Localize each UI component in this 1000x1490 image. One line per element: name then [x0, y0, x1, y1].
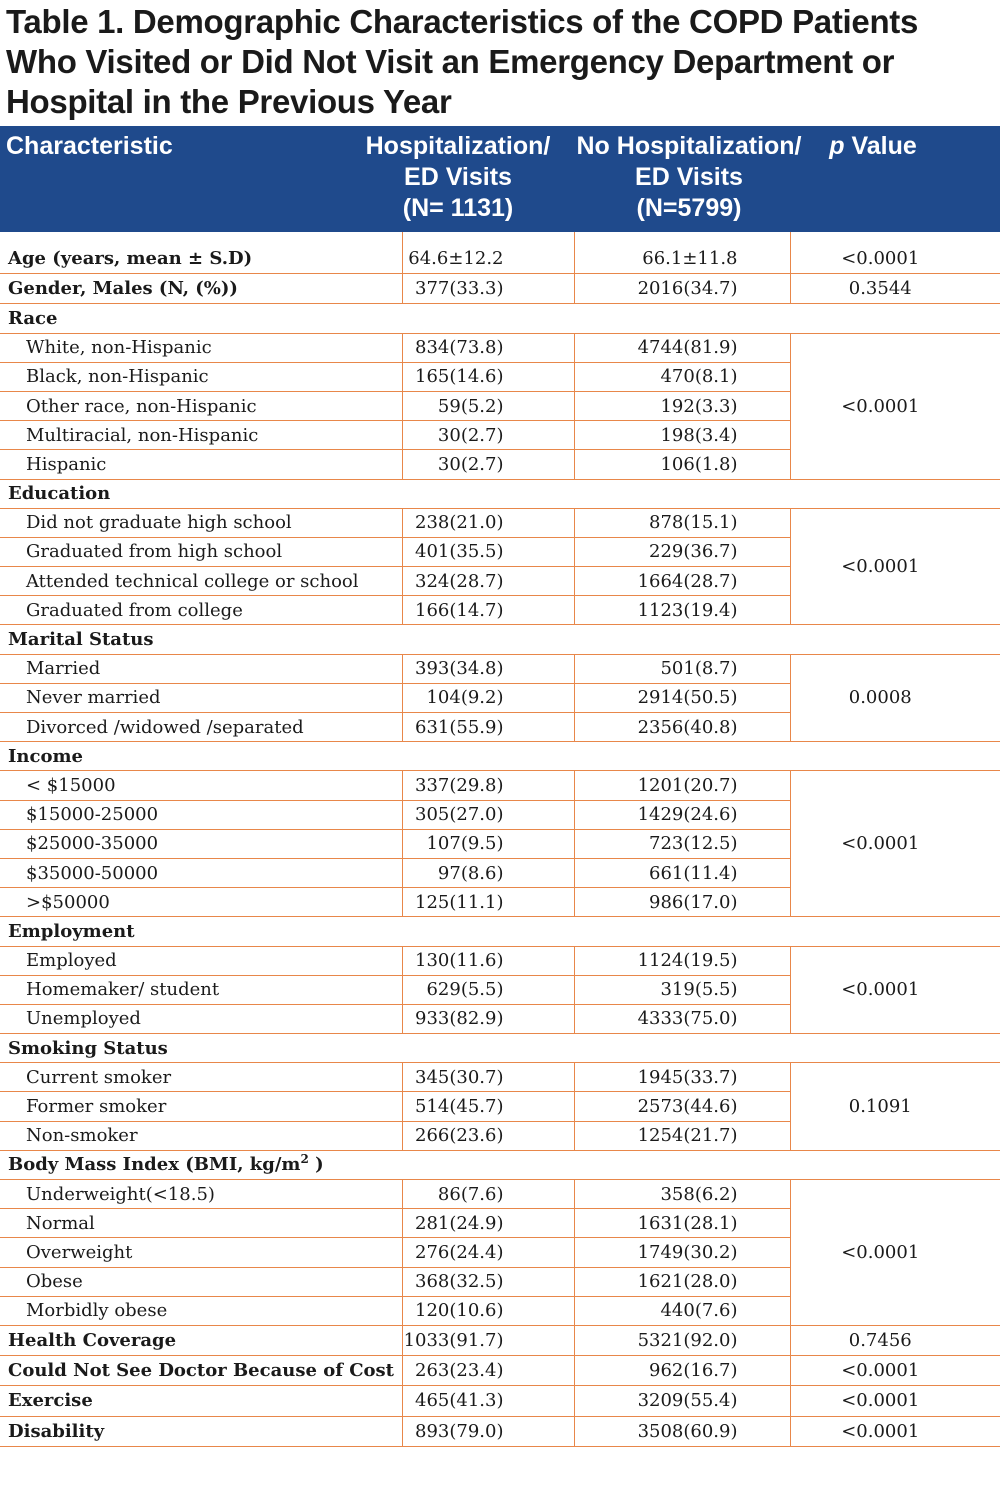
cell-nohosp: 1123(19.4) — [574, 596, 790, 625]
row-label: Hispanic — [0, 450, 402, 479]
cell-nohosp: 986(17.0) — [574, 888, 790, 917]
cell-nohosp: 1201(20.7) — [574, 771, 790, 800]
cell-nohosp: 1124(19.5) — [574, 946, 790, 975]
row-label: Underweight(<18.5) — [0, 1180, 402, 1209]
cell-hosp: 368(32.5) — [402, 1267, 574, 1296]
cell-p: <0.0001 — [790, 1180, 1000, 1326]
cell-nohosp: 1429(24.6) — [574, 800, 790, 829]
cell-nohosp: 1254(21.7) — [574, 1121, 790, 1150]
header-p-italic: p — [829, 132, 845, 160]
row-label: Morbidly obese — [0, 1296, 402, 1325]
cell-hosp: 276(24.4) — [402, 1238, 574, 1267]
cell-hosp: 377(33.3) — [402, 274, 574, 304]
table-row-cost — [0, 1356, 1000, 1386]
section-row-income — [0, 742, 1000, 771]
cell-hosp: 130(11.6) — [402, 946, 574, 975]
cell-hosp: 281(24.9) — [402, 1209, 574, 1238]
cell-nohosp: 198(3.4) — [574, 421, 790, 450]
cell-nohosp: 5321(92.0) — [574, 1325, 790, 1355]
row-label: Married — [0, 654, 402, 683]
cell-hosp: 125(11.1) — [402, 888, 574, 917]
section-row-employment — [0, 917, 1000, 946]
data-table — [0, 232, 1000, 1447]
section-label — [0, 1150, 1000, 1179]
table-row — [0, 1063, 1000, 1092]
cell-nohosp: 4744(81.9) — [574, 333, 790, 362]
header-no-hospitalization — [566, 131, 812, 224]
row-label: Unemployed — [0, 1004, 402, 1033]
row-label: $15000-25000 — [0, 800, 402, 829]
cell-nohosp: 2573(44.6) — [574, 1092, 790, 1121]
header-characteristic: Characteristic — [6, 132, 173, 160]
cell-p: <0.0001 — [790, 1386, 1000, 1416]
row-label: $35000-50000 — [0, 858, 402, 887]
cell-nohosp: 2356(40.8) — [574, 713, 790, 742]
table-row — [0, 654, 1000, 683]
row-label: Attended technical college or school — [0, 567, 402, 596]
row-label: Age (years, mean ± S.D) — [0, 244, 402, 274]
table-row — [0, 508, 1000, 537]
table-spacer-row — [0, 232, 1000, 244]
table-row-age — [0, 244, 1000, 274]
cell-hosp: 324(28.7) — [402, 567, 574, 596]
cell-hosp: 305(27.0) — [402, 800, 574, 829]
cell-nohosp: 66.1±11.8 — [574, 244, 790, 274]
row-label: $25000-35000 — [0, 829, 402, 858]
cell-nohosp: 440(7.6) — [574, 1296, 790, 1325]
row-label: Other race, non-Hispanic — [0, 391, 402, 420]
cell-nohosp: 723(12.5) — [574, 829, 790, 858]
cell-hosp: 266(23.6) — [402, 1121, 574, 1150]
header-nohosp-line1: No Hospitalization/ — [576, 132, 802, 160]
cell-nohosp: 470(8.1) — [574, 362, 790, 391]
cell-p: <0.0001 — [790, 333, 1000, 479]
cell-nohosp: 2914(50.5) — [574, 683, 790, 712]
cell-hosp: 393(34.8) — [402, 654, 574, 683]
cell-nohosp: 319(5.5) — [574, 975, 790, 1004]
table-row — [0, 946, 1000, 975]
section-label: Race — [0, 304, 1000, 333]
cell-hosp: 629(5.5) — [402, 975, 574, 1004]
row-label: Never married — [0, 683, 402, 712]
cell-p: 0.0008 — [790, 654, 1000, 742]
cell-nohosp: 878(15.1) — [574, 508, 790, 537]
cell-nohosp: 358(6.2) — [574, 1180, 790, 1209]
cell-hosp: 120(10.6) — [402, 1296, 574, 1325]
header-p-rest: Value — [844, 132, 917, 160]
cell-nohosp: 1749(30.2) — [574, 1238, 790, 1267]
row-label: Black, non-Hispanic — [0, 362, 402, 391]
table-row-coverage — [0, 1325, 1000, 1355]
cell-hosp: 834(73.8) — [402, 333, 574, 362]
row-label: Could Not See Doctor Because of Cost — [0, 1356, 402, 1386]
cell-nohosp: 2016(34.7) — [574, 274, 790, 304]
cell-nohosp: 1945(33.7) — [574, 1063, 790, 1092]
cell-nohosp: 3508(60.9) — [574, 1416, 790, 1446]
table-row-gender — [0, 274, 1000, 304]
table-row — [0, 771, 1000, 800]
cell-hosp: 893(79.0) — [402, 1416, 574, 1446]
cell-p: 0.7456 — [790, 1325, 1000, 1355]
row-label: Exercise — [0, 1386, 402, 1416]
cell-hosp: 465(41.3) — [402, 1386, 574, 1416]
cell-hosp: 337(29.8) — [402, 771, 574, 800]
cell-hosp: 238(21.0) — [402, 508, 574, 537]
cell-hosp: 107(9.5) — [402, 829, 574, 858]
section-row-education — [0, 479, 1000, 508]
cell-nohosp: 3209(55.4) — [574, 1386, 790, 1416]
row-label: < $15000 — [0, 771, 402, 800]
cell-nohosp: 501(8.7) — [574, 654, 790, 683]
cell-nohosp: 1664(28.7) — [574, 567, 790, 596]
cell-p: <0.0001 — [790, 508, 1000, 625]
section-label-suffix: ) — [308, 1154, 324, 1176]
row-label: Homemaker/ student — [0, 975, 402, 1004]
row-label: White, non-Hispanic — [0, 333, 402, 362]
cell-nohosp: 1621(28.0) — [574, 1267, 790, 1296]
row-label: Former smoker — [0, 1092, 402, 1121]
cell-hosp: 345(30.7) — [402, 1063, 574, 1092]
cell-nohosp: 661(11.4) — [574, 858, 790, 887]
cell-p: <0.0001 — [790, 1416, 1000, 1446]
row-label: Normal — [0, 1209, 402, 1238]
cell-nohosp: 962(16.7) — [574, 1356, 790, 1386]
table-title: Table 1. Demographic Characteristics of the COPD Patients Who Visited or Did Not Visit an Emergency Department or Hospital in the Previous Year — [6, 3, 919, 120]
table-header — [0, 126, 1000, 232]
cell-nohosp: 1631(28.1) — [574, 1209, 790, 1238]
header-nohosp-line3: (N=5799) — [636, 194, 742, 222]
section-label: Income — [0, 742, 1000, 771]
row-label: Multiracial, non-Hispanic — [0, 421, 402, 450]
section-label: Smoking Status — [0, 1034, 1000, 1063]
header-p-value — [818, 131, 928, 162]
cell-p: <0.0001 — [790, 946, 1000, 1034]
row-label: Non-smoker — [0, 1121, 402, 1150]
row-label: >$50000 — [0, 888, 402, 917]
cell-hosp: 401(35.5) — [402, 537, 574, 566]
row-label: Gender, Males (N, (%)) — [0, 274, 402, 304]
cell-p: 0.1091 — [790, 1063, 1000, 1151]
section-label: Marital Status — [0, 625, 1000, 654]
cell-nohosp: 106(1.8) — [574, 450, 790, 479]
cell-hosp: 97(8.6) — [402, 858, 574, 887]
cell-p: <0.0001 — [790, 1356, 1000, 1386]
table-row — [0, 333, 1000, 362]
cell-hosp: 933(82.9) — [402, 1004, 574, 1033]
cell-hosp: 263(23.4) — [402, 1356, 574, 1386]
cell-hosp: 59(5.2) — [402, 391, 574, 420]
cell-hosp: 30(2.7) — [402, 450, 574, 479]
cell-hosp: 86(7.6) — [402, 1180, 574, 1209]
cell-p: <0.0001 — [790, 771, 1000, 917]
cell-nohosp: 4333(75.0) — [574, 1004, 790, 1033]
cell-hosp: 30(2.7) — [402, 421, 574, 450]
row-label: Employed — [0, 946, 402, 975]
header-hosp-line1: Hospitalization/ — [365, 132, 551, 160]
table-row-disability — [0, 1416, 1000, 1446]
section-row-race — [0, 304, 1000, 333]
cell-hosp: 1033(91.7) — [402, 1325, 574, 1355]
header-nohosp-line2: ED Visits — [635, 163, 743, 191]
section-row-smoking — [0, 1034, 1000, 1063]
section-label: Education — [0, 479, 1000, 508]
section-label-sup: 2 — [300, 1152, 309, 1167]
cell-hosp: 166(14.7) — [402, 596, 574, 625]
cell-nohosp: 229(36.7) — [574, 537, 790, 566]
section-label-prefix: Body Mass Index (BMI, kg/m — [8, 1154, 301, 1176]
table-row — [0, 1180, 1000, 1209]
row-label: Did not graduate high school — [0, 508, 402, 537]
cell-nohosp: 192(3.3) — [574, 391, 790, 420]
cell-hosp: 104(9.2) — [402, 683, 574, 712]
cell-hosp: 631(55.9) — [402, 713, 574, 742]
row-label: Obese — [0, 1267, 402, 1296]
cell-hosp: 64.6±12.2 — [402, 244, 574, 274]
row-label: Divorced /widowed /separated — [0, 713, 402, 742]
row-label: Disability — [0, 1416, 402, 1446]
header-hosp-line2: ED Visits — [404, 163, 512, 191]
section-row-bmi — [0, 1150, 1000, 1179]
row-label: Overweight — [0, 1238, 402, 1267]
table-row-exercise — [0, 1386, 1000, 1416]
header-hosp-line3: (N= 1131) — [402, 194, 514, 222]
section-label: Employment — [0, 917, 1000, 946]
header-hospitalization — [356, 131, 560, 224]
row-label: Graduated from college — [0, 596, 402, 625]
cell-hosp: 514(45.7) — [402, 1092, 574, 1121]
cell-p: 0.3544 — [790, 274, 1000, 304]
section-row-marital — [0, 625, 1000, 654]
cell-hosp: 165(14.6) — [402, 362, 574, 391]
row-label: Current smoker — [0, 1063, 402, 1092]
cell-p: <0.0001 — [790, 244, 1000, 274]
row-label: Graduated from high school — [0, 537, 402, 566]
row-label: Health Coverage — [0, 1325, 402, 1355]
